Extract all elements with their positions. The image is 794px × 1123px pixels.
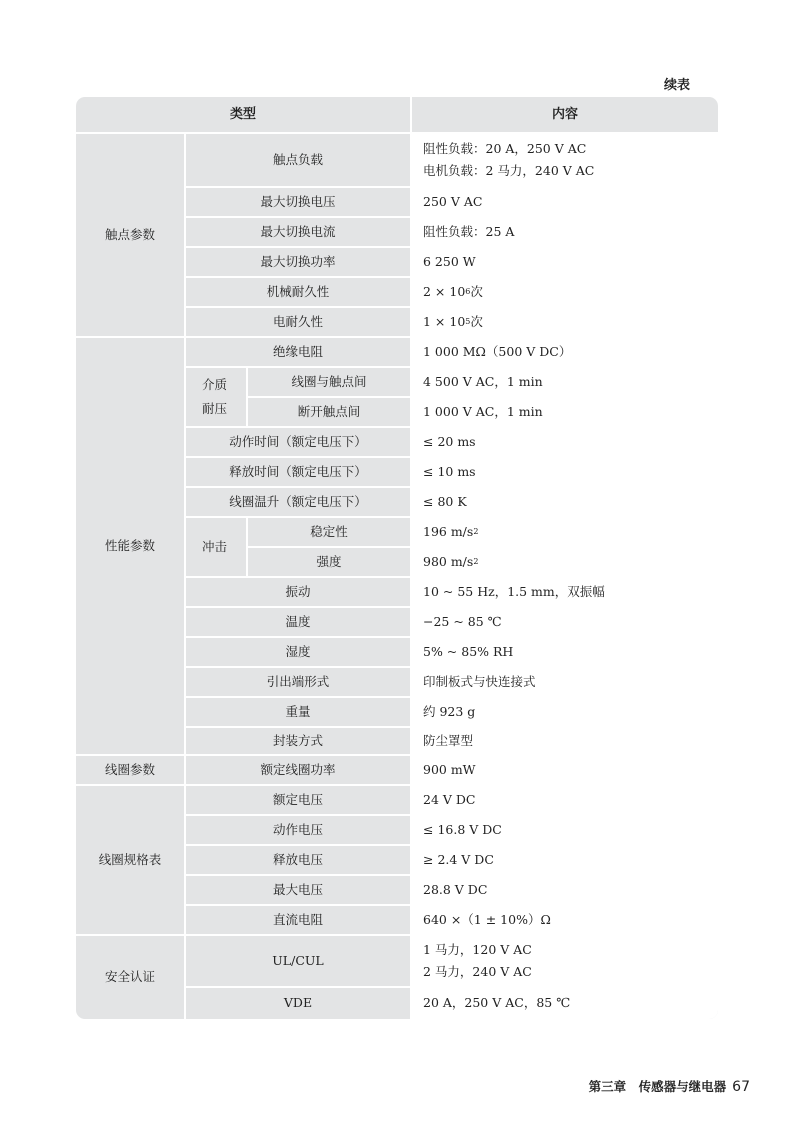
row-name: 温度 [285, 614, 311, 629]
row-value: 1 000 MΩ（500 V DC） [412, 337, 718, 367]
value-base: 2 × 10 [423, 284, 466, 299]
row-value [412, 133, 718, 187]
row-value: ≤ 20 ms [412, 427, 718, 457]
grid-line [184, 456, 718, 458]
value-unit: 次 [470, 314, 483, 329]
row-value: 防尘罩型 [412, 727, 718, 755]
row-value: 250 V AC [412, 187, 718, 217]
value-line: 阻性负载：20 A，250 V AC [423, 141, 587, 156]
grid-line [184, 636, 718, 638]
row-name: 湿度 [285, 644, 311, 659]
header-type: 类型 [229, 107, 256, 122]
grid-line [184, 606, 718, 608]
row-value: 约 923 g [412, 697, 718, 727]
row-value: 28.8 V DC [412, 875, 718, 905]
row-name: 最大切换电流 [260, 224, 336, 239]
row-value: 1 × 10 5 次 [412, 307, 718, 337]
row-name: UL/CUL [272, 953, 324, 968]
value-unit: 次 [470, 284, 483, 299]
grid-line [184, 576, 718, 578]
row-name: 额定电压 [272, 792, 323, 807]
grid-line [184, 186, 718, 188]
value-line: 电机负载：2 马力，240 V AC [423, 163, 595, 178]
continued-label: 续表 [663, 78, 690, 93]
chapter-title: 第三章 传感器与继电器 [588, 1079, 727, 1094]
row-value: 印制板式与快连接式 [412, 667, 718, 697]
row-name: 动作时间（额定电压下） [229, 434, 367, 449]
grid-line [184, 904, 718, 906]
grid-line [184, 486, 718, 488]
row-name: 稳定性 [310, 524, 348, 539]
grid-line [76, 132, 718, 134]
row-name: 重量 [285, 704, 311, 719]
grid-line [184, 306, 718, 308]
value-line: 2 马力，240 V AC [423, 964, 532, 979]
grid-line [246, 546, 718, 548]
grid-line [184, 986, 718, 988]
grid-line [246, 396, 718, 398]
grid-line [184, 844, 718, 846]
row-value: ≤ 80 K [412, 487, 718, 517]
row-name: 绝缘电阻 [272, 344, 323, 359]
row-name: 引出端形式 [266, 674, 330, 689]
row-value: 1 000 V AC，1 min [412, 397, 718, 427]
row-value: −25 ~ 85 ℃ [412, 607, 718, 637]
row-name: 额定线圈功率 [260, 762, 336, 777]
row-name: 振动 [285, 584, 311, 599]
row-name: 最大切换电压 [260, 194, 336, 209]
grid-line [184, 814, 718, 816]
group-contact: 触点参数 [104, 227, 155, 242]
header-content: 内容 [551, 107, 578, 122]
row-name: 最大切换功率 [260, 254, 336, 269]
page-footer [560, 1077, 750, 1095]
row-value: 阻性负载：25 A [412, 217, 718, 247]
row-name: 线圈温升（额定电压下） [229, 494, 367, 509]
grid-line [410, 97, 412, 1019]
grid-line [184, 246, 718, 248]
row-value: 20 A，250 V AC，85 ℃ [412, 987, 718, 1019]
row-name: 断开触点间 [297, 404, 361, 419]
row-value: 980 m/s 2 [412, 547, 718, 577]
row-name: 直流电阻 [272, 912, 323, 927]
row-name: 封装方式 [272, 733, 323, 748]
row-name: 释放时间（额定电压下） [229, 464, 367, 479]
row-name: 机械耐久性 [266, 284, 330, 299]
grid-line [76, 784, 718, 786]
grid-line [76, 336, 718, 338]
row-name: 触点负载 [272, 152, 323, 167]
row-value: 24 V DC [412, 785, 718, 815]
subgroup-shock: 冲击 [202, 539, 228, 554]
row-value: ≤ 16.8 V DC [412, 815, 718, 845]
group-safety: 安全认证 [104, 969, 155, 984]
row-value: 4 500 V AC，1 min [412, 367, 718, 397]
row-name: 电耐久性 [272, 314, 323, 329]
value-base: 980 m/s [423, 554, 474, 569]
page-number: 67 [732, 1079, 750, 1095]
row-name: 动作电压 [272, 822, 323, 837]
row-value: ≥ 2.4 V DC [412, 845, 718, 875]
grid-line [184, 666, 718, 668]
grid-line [184, 726, 718, 728]
grid-line [184, 276, 718, 278]
row-value: ≤ 10 ms [412, 457, 718, 487]
grid-line [184, 516, 718, 518]
row-value: 6 250 W [412, 247, 718, 277]
value-base: 1 × 10 [423, 314, 466, 329]
specification-table [76, 97, 718, 1019]
value-base: 196 m/s [423, 524, 474, 539]
row-name: 释放电压 [272, 852, 323, 867]
row-name: 强度 [316, 554, 342, 569]
grid-line [184, 366, 718, 368]
grid-line [76, 934, 718, 936]
row-value: 640 ×（1 ± 10%）Ω [412, 905, 718, 935]
row-name: 最大电压 [272, 882, 323, 897]
group-coil-spec: 线圈规格表 [98, 852, 162, 867]
row-value: 10 ~ 55 Hz，1.5 mm，双振幅 [412, 577, 718, 607]
grid-line [184, 696, 718, 698]
grid-line [184, 216, 718, 218]
subgroup-dielectric: 介质耐压 [202, 377, 228, 416]
grid-line [184, 874, 718, 876]
value-line: 1 马力，120 V AC [423, 942, 532, 957]
group-coil: 线圈参数 [104, 762, 155, 777]
grid-line [184, 426, 718, 428]
row-name: VDE [283, 995, 313, 1010]
grid-line [76, 754, 718, 756]
row-value: 2 × 10 6 次 [412, 277, 718, 307]
row-name: 线圈与触点间 [291, 374, 367, 389]
row-value: 5% ~ 85% RH [412, 637, 718, 667]
row-value [412, 935, 718, 987]
row-value: 900 mW [412, 755, 718, 785]
group-performance: 性能参数 [104, 538, 155, 553]
row-value: 196 m/s 2 [412, 517, 718, 547]
